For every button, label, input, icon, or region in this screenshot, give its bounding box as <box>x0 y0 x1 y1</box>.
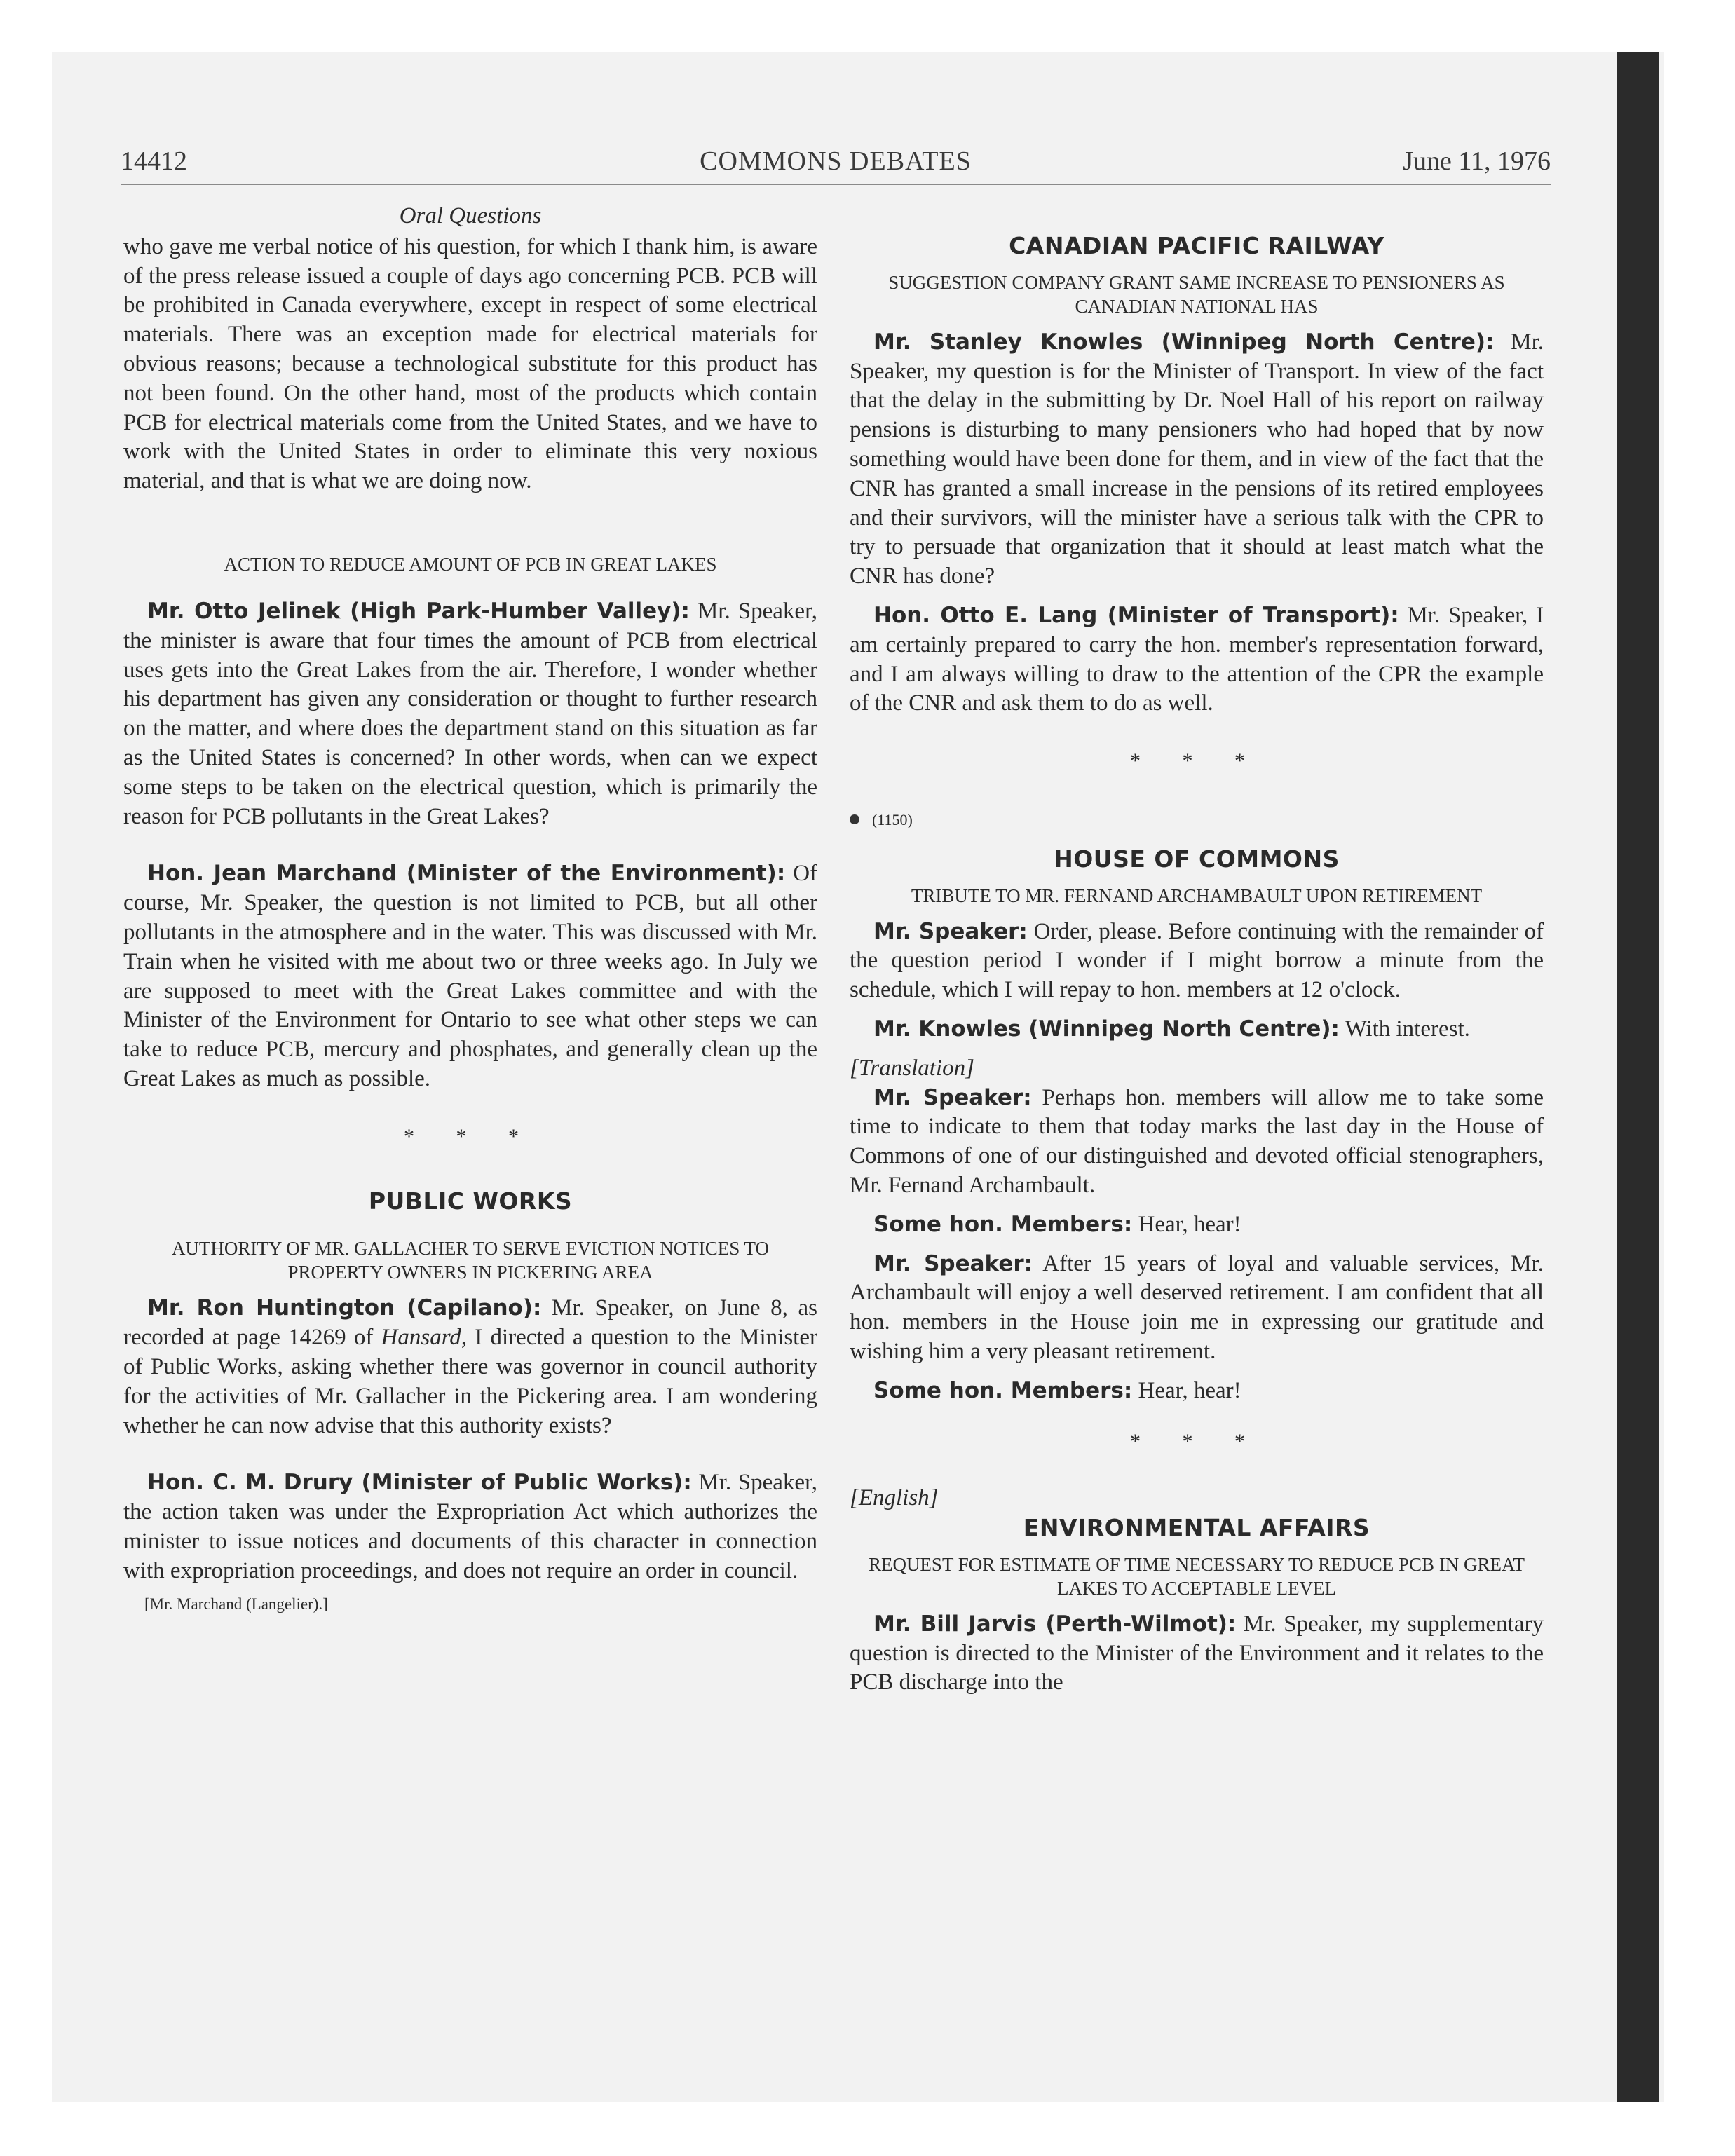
page-header <box>121 146 1551 188</box>
speech-text: Mr. Speaker, my question is for the Minister of Transport. In view of the fact that the delay in the submitting by Dr. Noel Hall of his report on railway pensions is disturbing to many pensioners who had hoped that by now something would have been done for them, and in view of the fact that the CNR has granted a small increase in the pensions of its retired employees and their survivors, will the minister have a serious talk with the CPR to try to persuade that organization that it should at least match what the CNR has done? <box>850 329 1544 589</box>
speaker-name: Hon. Jean Marchand (Minister of the Environment): <box>147 861 786 887</box>
speaker-name: Mr. Stanley Knowles (Winnipeg North Centre): <box>873 329 1495 355</box>
speaker-name: Mr. Bill Jarvis (Perth-Wilmot): <box>873 1611 1237 1637</box>
right-column <box>850 231 1544 1707</box>
language-tag: [English] <box>850 1485 939 1511</box>
speech-text: Order, please. Before continuing with the remainder of the question period I wonder if I might borrow a minute from the schedule, which I will repay to hon. members at 12 o'clock. <box>850 918 1544 1003</box>
page-number: 14412 <box>121 146 187 176</box>
section-heading: ENVIRONMENTAL AFFAIRS <box>1023 1514 1370 1542</box>
speaker-name: Mr. Knowles (Winnipeg North Centre): <box>873 1016 1340 1042</box>
section-separator: * * * <box>1130 1429 1263 1453</box>
section-subheading: SUGGESTION COMPANY GRANT SAME INCREASE TO PENSIONERS AS CANADIAN NATIONAL HAS <box>888 271 1505 317</box>
speaker-name: Mr. Speaker: <box>873 1084 1032 1110</box>
speech-paragraph <box>850 917 1544 1005</box>
speech-text: Mr. Speaker, I am certainly prepared to carry the hon. member's representation forward, and I am always willing to draw to the attention of the CPR the example of the CNR and ask them to do as well. <box>850 602 1544 716</box>
speech-text: Mr. Speaker, my supplementary question is directed to the Minister of the Environment and it relates to the PCB discharge into the <box>850 1611 1544 1696</box>
section-subheading: ACTION TO REDUCE AMOUNT OF PCB IN GREAT LAKES <box>224 553 717 575</box>
section-heading: HOUSE OF COMMONS <box>1054 845 1340 873</box>
speech-paragraph <box>850 1015 1544 1044</box>
speech-text: Mr. Speaker, the minister is aware that four times the amount of PCB from electrical uses gets into the Great Lakes from the air. Therefore, I wonder whether his department has given any consideration or thought to further research on the matter, and where does the department stand on this situation as far as the United States is concerned? In other words, when can we expect some steps to be taken on the electrical question, which is primarily the reason for PCB pollutants in the Great Lakes? <box>123 598 817 829</box>
binding-edge <box>1617 52 1659 2102</box>
language-tag: [Translation] <box>850 1055 974 1081</box>
speaker-name: Hon. Otto E. Lang (Minister of Transport): <box>873 602 1399 628</box>
section-subheading: TRIBUTE TO MR. FERNAND ARCHAMBAULT UPON RETIREMENT <box>911 885 1483 906</box>
time-marker: (1150) <box>850 804 1544 835</box>
speaker-name: Some hon. Members: <box>873 1211 1133 1237</box>
speech-text-italic: Hansard <box>381 1325 461 1351</box>
section-heading: PUBLIC WORKS <box>368 1187 573 1215</box>
speech-text: Perhaps hon. members will allow me to take some time to indicate to them that today marks the last day in the House of Commons of one of our distinguished and devoted official stenographers, Mr. Fernand Archambault. <box>850 1084 1544 1198</box>
speaker-name: Hon. C. M. Drury (Minister of Public Works): <box>147 1470 692 1496</box>
speaker-name: Mr. Otto Jelinek (High Park-Humber Valley): <box>147 598 690 624</box>
speech-paragraph <box>123 859 817 1093</box>
speech-paragraph <box>850 601 1544 718</box>
section-separator: * * * <box>404 1124 537 1148</box>
running-head: Oral Questions <box>399 203 542 228</box>
speech-paragraph <box>850 1250 1544 1367</box>
speech-paragraph <box>123 1468 817 1585</box>
paragraph: who gave me verbal notice of his question, for which I thank him, is aware of the press release issued a couple of days ago concerning PCB. PCB will be prohibited in Canada everywhere, except in respect of some electrical materials. There was an exception made for electrical materials for obvious reasons; because a technological substitute for this product has not been found. On the other hand, most of the products which contain PCB for electrical materials come from the United States, and we have to work with the United States in order to eliminate this very noxious material, and that is what we are doing now. <box>123 233 817 494</box>
publication-date: June 11, 1976 <box>1403 146 1551 176</box>
speech-text: Hear, hear! <box>1138 1211 1241 1237</box>
speech-paragraph <box>850 328 1544 592</box>
section-subheading: REQUEST FOR ESTIMATE OF TIME NECESSARY TO REDUCE PCB IN GREAT LAKES TO ACCEPTABLE LEVEL <box>868 1553 1525 1599</box>
speech-text: , I directed a question to the Minister of Public Works, asking whether there was governor in council authority for the activities of Mr. Gallacher in the Pickering area. I am wondering whether he can now advise that this authority exists? <box>123 1325 817 1438</box>
speaker-footnote: [Mr. Marchand (Langelier).] <box>144 1595 328 1613</box>
speaker-name: Mr. Speaker: <box>873 918 1028 944</box>
speech-paragraph <box>123 1294 817 1440</box>
speech-paragraph <box>850 1610 1544 1698</box>
speaker-name: Mr. Speaker: <box>873 1250 1033 1276</box>
section-separator: * * * <box>1130 749 1263 773</box>
speech-paragraph <box>123 597 817 831</box>
publication-title: COMMONS DEBATES <box>700 146 972 176</box>
speaker-name: Some hon. Members: <box>873 1377 1133 1403</box>
speech-text: Hear, hear! <box>1138 1377 1241 1403</box>
speech-text: Of course, Mr. Speaker, the question is not limited to PCB, but all other pollutants in the atmosphere and in the water. This was discussed with Mr. Train when he visited with me about two or three weeks ago. In July we are supposed to meet with the Great Lakes committee and with the Minister of the Environment for Ontario to see what other steps we can take to reduce PCB, mercury and phosphates, and generally clean up the Great Lakes as much as possible. <box>123 861 818 1091</box>
speech-paragraph <box>850 1084 1544 1201</box>
speech-paragraph <box>850 1210 1544 1240</box>
bullet-icon <box>850 814 859 824</box>
section-subheading: AUTHORITY OF MR. GALLACHER TO SERVE EVICTION NOTICES TO PROPERTY OWNERS IN PICKERING AREA <box>171 1238 770 1283</box>
speech-paragraph <box>850 1377 1544 1406</box>
speech-text: After 15 years of loyal and valuable services, Mr. Archambault will enjoy a well deserved retirement. I am confident that all hon. members in the House join me in expressing our gratitude and wishing him a very pleasant retirement. <box>850 1250 1544 1364</box>
section-heading: CANADIAN PACIFIC RAILWAY <box>1009 232 1384 259</box>
speech-text: With interest. <box>1345 1016 1470 1042</box>
speech-text: Mr. Speaker, on June 8, as recorded at page 14269 of <box>123 1295 818 1351</box>
speech-text: Mr. Speaker, the action taken was under the Expropriation Act which authorizes the minister to issue notices and documents of this character in connection with expropriation proceedings, and does not require an order in council. <box>123 1470 817 1583</box>
header-rule <box>121 184 1551 185</box>
speaker-name: Mr. Ron Huntington (Capilano): <box>147 1295 542 1321</box>
left-column <box>123 202 817 1619</box>
